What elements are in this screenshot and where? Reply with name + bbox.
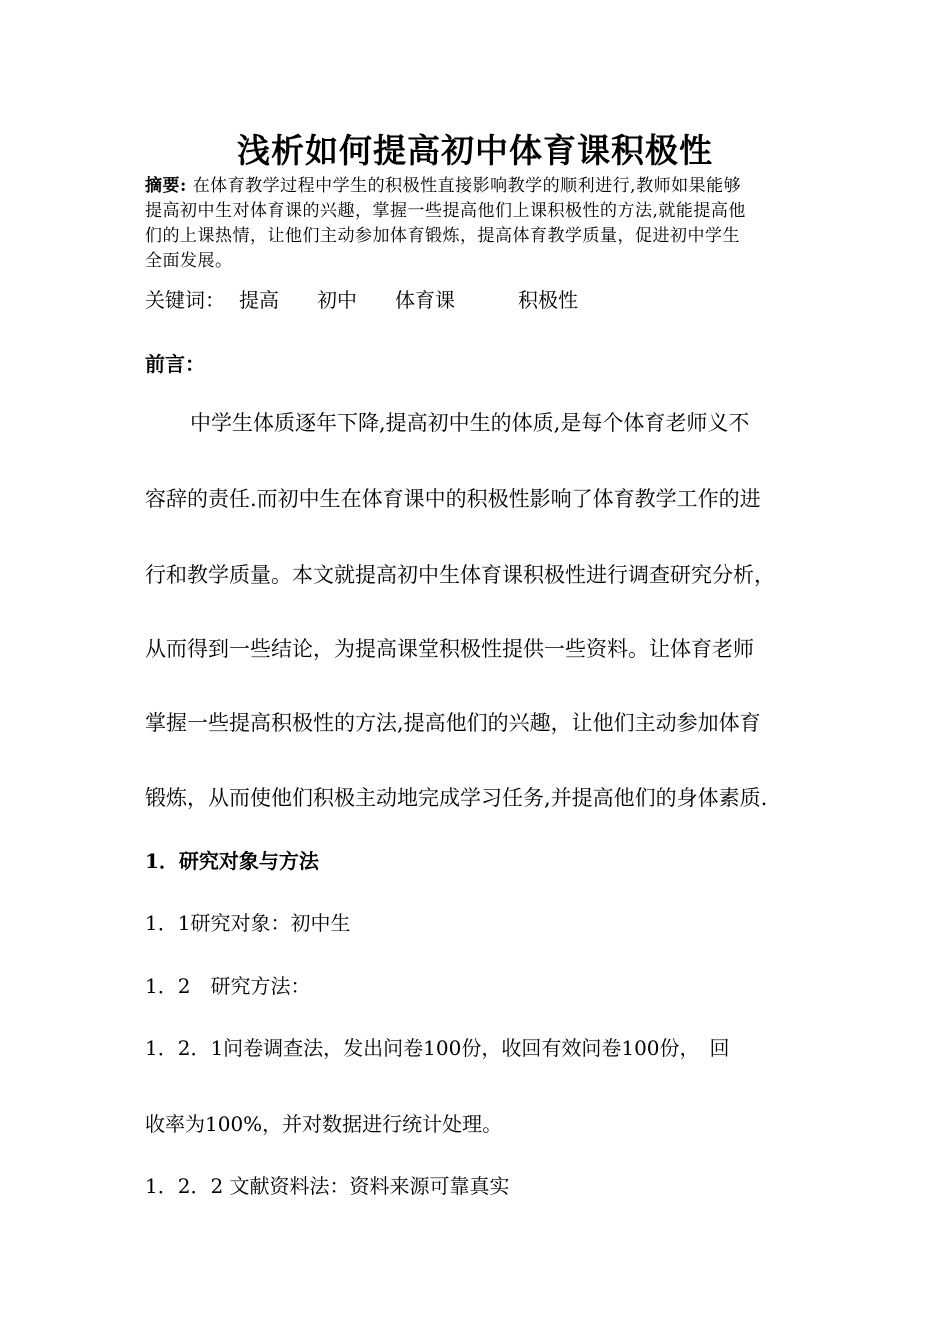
keywords [145,283,578,317]
section-1-1: 1．1研究对象：初中生 [145,911,351,935]
abstract-line-1 [145,174,815,199]
keywords-label: 关键词： [145,288,225,312]
preface-heading: 前言： [145,352,205,376]
abstract-line-2: 提高初中生对体育课的兴趣，掌握一些提高他们上课积极性的方法,就能提高他 [145,201,746,221]
preface-line-1: 中学生体质逐年下降,提高初中生的体质,是每个体育老师义不 [190,411,750,435]
keyword-1: 提高 [239,288,279,312]
section-1-2-1-line-2: 收率为100%，并对数据进行统计处理。 [145,1112,503,1136]
section-1-2: 1．2 研究方法： [145,974,311,998]
document-title: 浅析如何提高初中体育课积极性 [237,131,713,170]
keyword-3: 体育课 [395,288,455,312]
preface-line-6: 锻炼，从而使他们积极主动地完成学习任务,并提高他们的身体素质. [145,786,768,810]
abstract-line-3: 们的上课热情，让他们主动参加体育锻炼，提高体育教学质量，促进初中学生 [145,226,740,246]
section-1-heading: 1．研究对象与方法 [145,849,319,873]
abstract-line-4: 全面发展。 [145,251,233,271]
section-1-2-1-line-1: 1．2．1问卷调查法，发出问卷100份，收回有效问卷100份， 回 [145,1036,730,1060]
preface-line-4: 从而得到一些结论，为提高课堂积极性提供一些资料。让体育老师 [145,637,754,661]
keyword-4: 积极性 [518,288,578,312]
preface-line-5: 掌握一些提高积极性的方法,提高他们的兴趣，让他们主动参加体育 [145,711,761,735]
preface-line-2: 容辞的责任.而初中生在体育课中的积极性影响了体育教学工作的进 [145,487,761,511]
abstract [145,174,815,274]
preface-line-3: 行和教学质量。本文就提高初中生体育课积极性进行调查研究分析， [145,563,775,587]
keyword-2: 初中 [317,288,357,312]
abstract-text-1: 在体育教学过程中学生的积极性直接影响教学的顺利进行,教师如果能够 [192,176,742,196]
abstract-label: 摘要: [145,176,187,196]
section-1-2-2: 1．2．2 文献资料法：资料来源可靠真实 [145,1174,510,1198]
